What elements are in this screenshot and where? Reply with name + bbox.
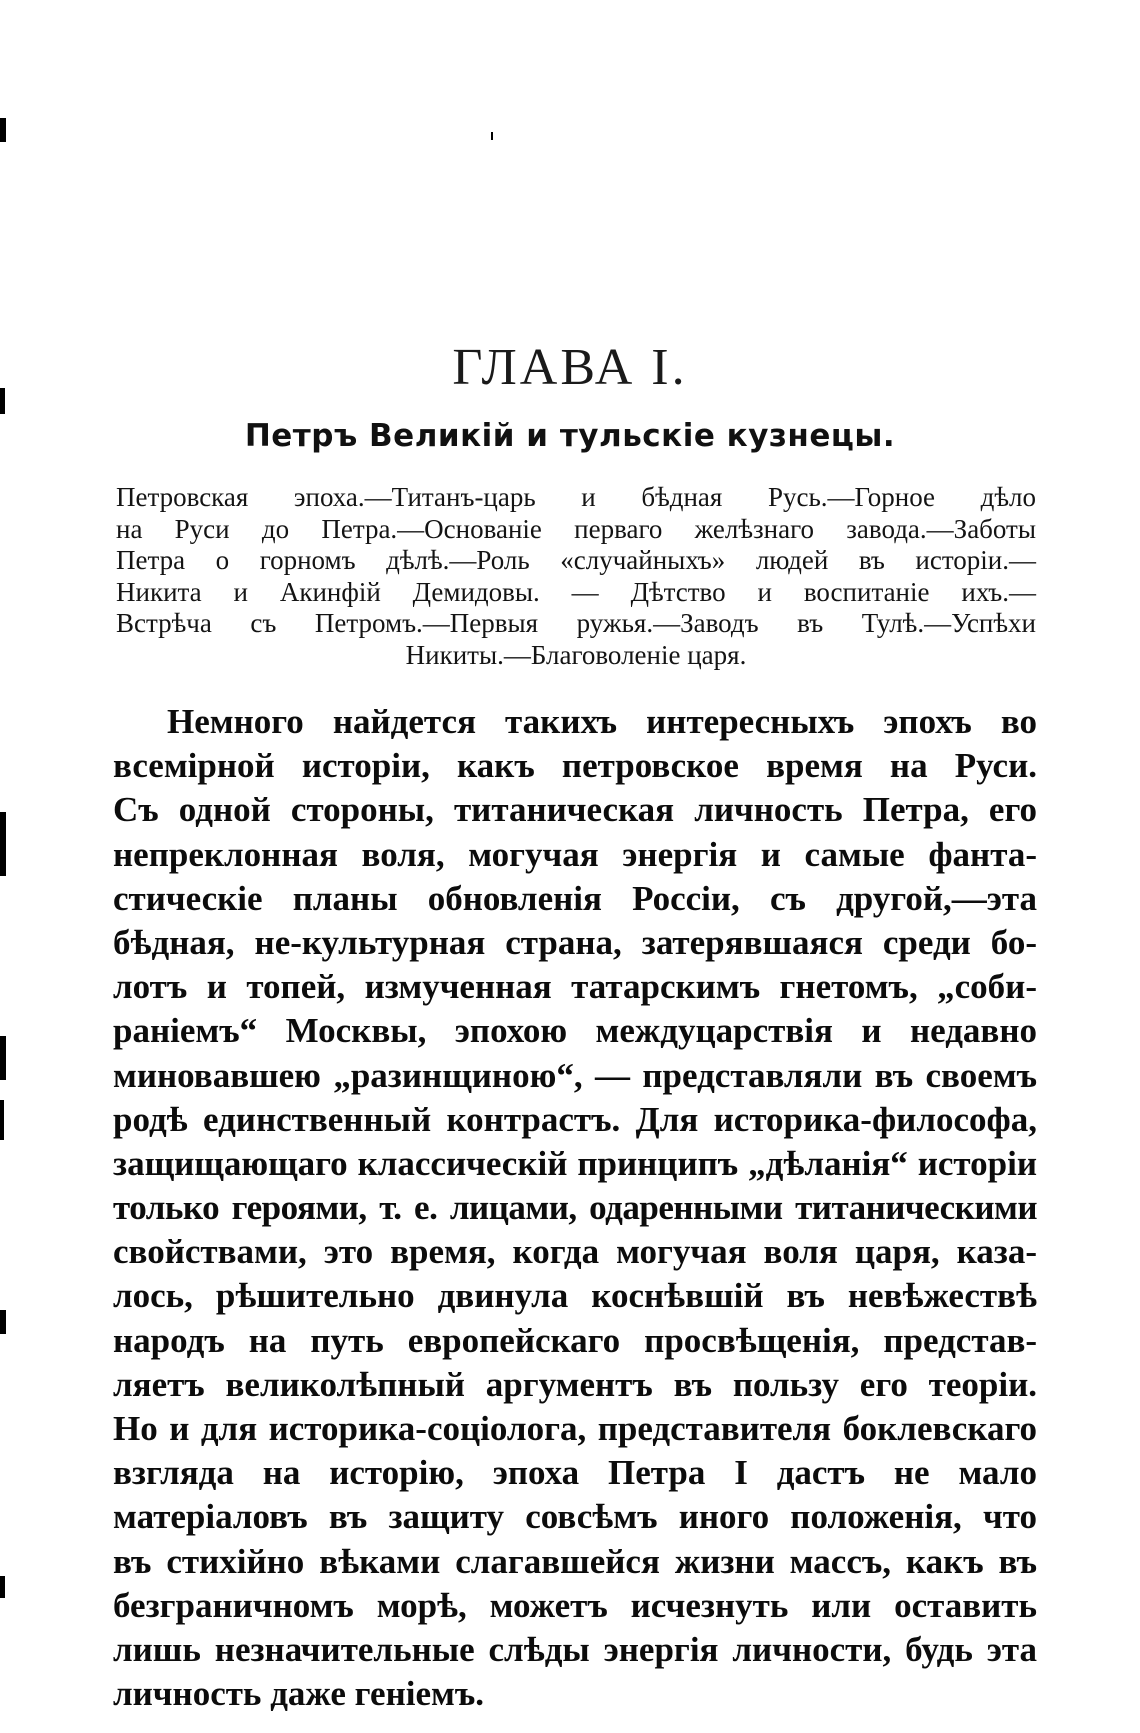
scan-margin-mark <box>0 1100 4 1140</box>
chapter-summary <box>116 482 1036 672</box>
body-line: матеріаловъ въ защиту совсѣмъ иного положенія, что <box>113 1497 1037 1537</box>
summary-line: Петровская эпоха.—Титанъ-царь и бѣдная Русь.—Горное дѣло <box>116 482 1036 512</box>
body-line: лотъ и топей, измученная татарскимъ гнетомъ, „соби- <box>113 967 1037 1007</box>
body-line: родѣ единственный контрастъ. Для историка-философа, <box>113 1099 1037 1139</box>
scan-margin-mark <box>0 812 6 876</box>
body-line: лось, рѣшительно двинула коснѣвшій въ невѣжествѣ <box>113 1276 1037 1316</box>
body-line: взгляда на исторію, эпоха Петра I дастъ не мало <box>113 1453 1037 1493</box>
body-line: личность даже геніемъ. <box>113 1674 484 1714</box>
summary-line: Никиты.—Благоволеніе царя. <box>405 639 747 670</box>
body-line: только героями, т. е. лицами, одаренными титаническими <box>113 1188 1037 1228</box>
scan-margin-mark <box>0 1036 6 1080</box>
body-line: всемірной исторіи, какъ петровское время на Руси. <box>113 746 1037 786</box>
body-line: стическіе планы обновленія Россіи, съ другой,—эта <box>113 878 1037 918</box>
scan-dust-speck <box>491 132 493 140</box>
body-line: раніемъ“ Москвы, эпохою междуцарствія и недавно <box>113 1011 1037 1051</box>
body-line: свойствами, это время, когда могучая воля царя, каза- <box>113 1232 1037 1272</box>
body-line: миновавшею „разинщиною“, — представляли въ своемъ <box>113 1055 1037 1095</box>
body-line: Съ одной стороны, титаническая личность Петра, его <box>113 790 1037 830</box>
body-line: ляетъ великолѣпный аргументъ въ пользу его теоріи. <box>113 1364 1037 1404</box>
body-line: Немного найдется такихъ интересныхъ эпохъ во <box>167 702 1037 741</box>
scan-margin-mark <box>0 1576 5 1598</box>
body-line: непреклонная воля, могучая энергія и самые фанта- <box>113 834 1037 874</box>
body-line: лишь незначительные слѣды энергія личности, будь эта <box>113 1629 1037 1669</box>
body-line: безграничномъ морѣ, можетъ исчезнуть или оставить <box>113 1585 1037 1625</box>
body-line: бѣдная, не-культурная страна, затерявшаяся среди бо- <box>113 922 1037 962</box>
body-line: народъ на путь европейскаго просвѣщенія, представ- <box>113 1320 1037 1360</box>
summary-line: Петра о горномъ дѣлѣ.—Роль «случайныхъ» людей въ исторіи.— <box>116 545 1036 576</box>
body-line: защищающаго классическій принципъ „дѣланія“ исторіи <box>113 1143 1037 1183</box>
scan-margin-mark <box>0 1310 6 1334</box>
chapter-title: ГЛАВА I. <box>452 339 688 396</box>
chapter-subtitle: Петръ Великій и тульскіе кузнецы. <box>244 418 896 454</box>
body-line: въ стихійно вѣками слагавшейся жизни массъ, какъ въ <box>113 1541 1037 1581</box>
summary-line: Встрѣча съ Петромъ.—Первыя ружья.—Заводъ въ Тулѣ.—Успѣхи <box>116 608 1036 639</box>
body-line: Но и для историка-соціолога, представителя боклевскаго <box>113 1409 1037 1448</box>
summary-line: на Руси до Петра.—Основаніе перваго желѣзнаго завода.—Заботы <box>116 513 1036 544</box>
scan-margin-mark <box>0 118 6 142</box>
summary-line: Никита и Акинфій Демидовы. — Дѣтство и воспитаніе ихъ.— <box>116 576 1036 607</box>
body-paragraph <box>113 700 1037 1716</box>
